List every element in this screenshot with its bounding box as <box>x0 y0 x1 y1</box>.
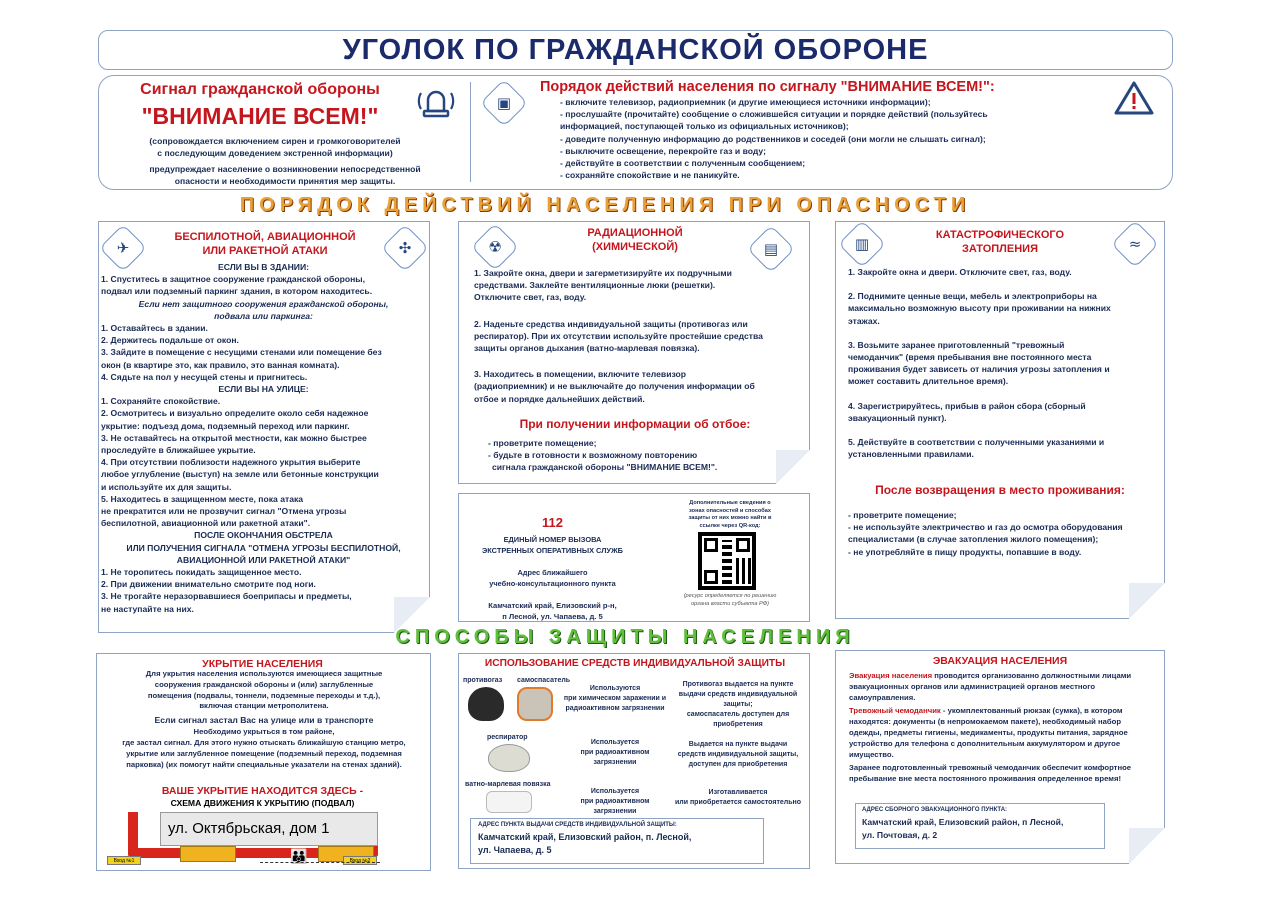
ppe-address-line-2: ул. Чапаева, д. 5 <box>478 845 552 855</box>
emergency-addr-1: Камчатский край, Елизовский р-н, <box>488 601 617 610</box>
attack-line: проследуйте в ближайшее укрытие. <box>101 445 256 456</box>
ppe-line: средств индивидуальной защиты, <box>677 751 799 758</box>
attack-line: 2. Держитесь подальше от окон. <box>101 335 239 346</box>
flood-line: проживания будет зависеть от наличия угрозы затопления и <box>848 364 1110 375</box>
shelter-street-heading: Если сигнал застал Вас на улице или в транспорте <box>154 715 374 726</box>
evacuation-line: устройство для телефона с дополнительным аккумулятором и другое <box>849 739 1121 748</box>
evacuation-address-label: АДРЕС СБОРНОГО ЭВАКУАЦИОННОГО ПУНКТА: <box>862 807 1008 813</box>
emergency-center-1: Адрес ближайшего <box>517 568 588 577</box>
shelter-line: сооружения гражданской обороны и (или) заглубленные <box>154 679 374 689</box>
evacuation-note: пребывание вне места постоянного проживания определенное время! <box>849 774 1122 783</box>
attack-line: укрытие: подъезд дома, подземный переход или паркинг. <box>101 420 350 431</box>
chemical-heading-1: РАДИАЦИОННОЙ <box>587 227 683 239</box>
flood-line: может составить длительное время). <box>848 376 1009 387</box>
chemical-line: (радиоприемник) и не выключайте до получения информации об <box>474 381 755 392</box>
page-title: УГОЛОК ПО ГРАЖДАНСКОЙ ОБОРОНЕ <box>98 30 1173 70</box>
ppe-line: при радиоактивном <box>580 749 650 756</box>
ppe-issue-2 <box>674 740 802 770</box>
attack-line: любое углубление (выступ) на земле или бетонные конструкции <box>101 469 379 480</box>
qr-caption-line: (ресурс определяется по решению <box>683 593 777 599</box>
attack-after: ПОСЛЕ ОКОНЧАНИЯ ОБСТРЕЛА <box>194 530 333 541</box>
attack-no-shelter-1: Если нет защитного сооружения гражданской обороны, <box>138 298 389 309</box>
attack-line: 2. Осмотритесь и визуально определите около себя надежное <box>101 408 369 419</box>
entry-2-label: Вход №2 <box>343 856 377 865</box>
ppe-use-1 <box>555 684 675 714</box>
flood-return-list <box>848 509 1158 558</box>
procedure-heading: Порядок действий населения по сигналу "ВНИМАНИЕ ВСЕМ!": <box>540 79 995 95</box>
ppe-line: Используется <box>590 739 640 746</box>
ppe-line: или приобретается самостоятельно <box>674 799 802 806</box>
attack-on-street: ЕСЛИ ВЫ НА УЛИЦЕ: <box>218 384 309 395</box>
evacuation-term: Тревожный чемоданчик <box>849 706 941 715</box>
shelter-line: помещения (подвалы, тоннели, подземные переходы и т.д.), <box>147 690 381 700</box>
attack-line: окон (в квартире это, как правило, это ванная комната). <box>101 359 340 370</box>
signal-heading: Сигнал гражданской обороны <box>140 81 380 98</box>
emergency-addr-2: п Лесной, ул. Чапаева, д. 5 <box>502 612 603 621</box>
flood-return-heading: После возвращения в место проживания: <box>875 483 1125 497</box>
flood-line: эвакуационный пункт). <box>848 412 947 423</box>
ppe-use-3 <box>555 787 675 817</box>
flood-line: 4. Зарегистрируйтесь, прибыв в район сбора (сборный <box>848 400 1086 411</box>
chemical-evac-item: - будьте в готовности к возможному повторению <box>488 450 698 461</box>
qr-caption-line: защиты от них можно найти в <box>688 515 772 521</box>
flood-return-item: - не используйте электричество и газ до осмотра оборудования <box>848 522 1123 533</box>
flood-line: этажах. <box>848 315 880 326</box>
page-fold <box>1129 828 1165 864</box>
page-fold <box>1129 583 1165 619</box>
respirator-image <box>488 744 530 772</box>
shelter-line: где застал сигнал. Для этого нужно отыскать ближайшую станцию метро, <box>122 737 406 747</box>
attack-line: и используйте их для защиты. <box>101 481 232 492</box>
qr-caption-line: Дополнительные сведения о <box>689 500 771 506</box>
signal-name: "ВНИМАНИЕ ВСЕМ!" <box>141 103 379 129</box>
evacuation-heading: ЭВАКУАЦИЯ НАСЕЛЕНИЯ <box>932 655 1068 667</box>
procedure-item: - включите телевизор, радиоприемник (и другие имеющиеся источники информации); <box>560 97 931 107</box>
flood-line: 5. Действуйте в соответствии с полученными указаниями и <box>848 437 1105 448</box>
qr-caption-bottom <box>660 593 800 608</box>
attack-after-item: не наступайте на них. <box>101 603 194 614</box>
attack-line: не прекратится или не прозвучит сигнал "Отмена угрозы <box>101 506 347 517</box>
attack-after-item: 3. Не трогайте неразорвавшиеся боеприпасы и предметы, <box>101 591 352 602</box>
shelter-line: Необходимо укрыться в том районе, <box>193 727 335 737</box>
entry-block <box>180 846 236 862</box>
shelter-heading: УКРЫТИЕ НАСЕЛЕНИЯ <box>202 658 323 670</box>
shelter-line: парковка) (их помогут найти специальные указатели на стенах зданий). <box>126 759 402 769</box>
chemical-line: 3. Находитесь в помещении, включите телевизор <box>474 369 687 380</box>
info-screen-icon: ▣ <box>480 79 528 127</box>
evacuation-line: самоуправления. <box>849 693 916 702</box>
ppe-line: загрязнении <box>593 759 637 766</box>
qr-caption-line: ссылке через QR-код: <box>699 522 761 529</box>
flood-line: максимально возможную высоту при проживании на нижних <box>848 303 1111 314</box>
attack-after-item: 1. Не торопитесь покидать защищенное место. <box>101 567 302 578</box>
attack-line: подвал или подземный паркинг здания, в котором находитесь. <box>101 286 373 297</box>
ppe-gasmask-label: противогаз <box>463 677 503 684</box>
ppe-line: Используются <box>589 685 641 692</box>
flood-line: 1. Закройте окна и двери. Отключите свет, газ, воду. <box>848 267 1072 277</box>
attack-line: 1. Оставайтесь в здании. <box>101 323 208 334</box>
ppe-heading: ИСПОЛЬЗОВАНИЕ СРЕДСТВ ИНДИВИДУАЛЬНОЙ ЗАЩИТЫ <box>484 658 786 669</box>
ppe-line: при химическом заражении и <box>563 695 667 702</box>
chemical-line: респиратор). При их отсутствии используйте простейшие средства <box>474 330 763 341</box>
attack-line: 1. Сохраняйте спокойствие. <box>101 396 221 407</box>
shelter-line: включая станции метрополитена. <box>199 701 329 711</box>
ppe-line: выдачи средств индивидуальной <box>678 691 798 698</box>
flood-return-item: специалистами (в случае затопления жилого помещения); <box>848 534 1099 545</box>
evacuation-line: - укомплектованный рюкзак (сумка), в котором <box>940 706 1123 715</box>
ppe-rescuer-label: самоспасатель <box>517 677 571 684</box>
chemical-line: 1. Закройте окна, двери и загерметизируйте их подручными <box>474 268 732 278</box>
chemical-heading-2: (ХИМИЧЕСКОЙ) <box>592 241 678 253</box>
chemical-evac-item: сигнала гражданской обороны "ВНИМАНИЕ ВСЕМ!". <box>492 462 718 473</box>
chemical-line: средствами. Заклейте вентиляционные люки (решетки). <box>474 280 716 291</box>
evacuation-line: имущество. <box>849 750 894 759</box>
ppe-use-2 <box>555 738 675 768</box>
warning-triangle-icon <box>1113 80 1155 116</box>
emergency-line-2: ЭКСТРЕННЫХ ОПЕРАТИВНЫХ СЛУЖБ <box>482 546 623 555</box>
shelter-line: укрытие или заглубленное помещение (подземный переход, подземная <box>126 748 402 758</box>
signal-warning-2: опасности и необходимости принятия мер защиты. <box>174 176 396 186</box>
qr-caption-line: органа власти субъекта РФ) <box>690 600 770 607</box>
flood-return-item: - не употребляйте в пищу продукты, попавшие в воду. <box>848 546 1082 557</box>
flood-line: 2. Поднимите ценные вещи, мебель и электроприборы на <box>848 291 1097 302</box>
flood-return-item: - проветрите помещение; <box>848 510 957 520</box>
procedure-item: - действуйте в соответствии с полученным сообщением; <box>560 158 806 169</box>
section-protection-heading: СПОСОБЫ ЗАЩИТЫ НАСЕЛЕНИЯ <box>395 626 855 648</box>
procedure-item: - доведите полученную информацию до родственников и соседей (они могли не слышать сигнал); <box>560 133 986 144</box>
attack-line: беспилотной, авиационной или ракетной атаки". <box>101 518 311 529</box>
ppe-line: приобретения <box>713 721 763 728</box>
evacuation-note: Заранее подготовленный тревожный чемоданчик обеспечит комфортное <box>849 763 1132 772</box>
chemical-evac-item: - проветрите помещение; <box>488 438 597 448</box>
emergency-center-2: учебно-консультационного пункта <box>489 579 616 588</box>
evacuation-body <box>849 670 1161 784</box>
attack-line: 4. Сядьте на пол у несущей стены и пригнитесь. <box>101 371 308 382</box>
attack-after: ИЛИ ПОЛУЧЕНИЯ СИГНАЛА "ОТМЕНА УГРОЗЫ БЕСПИЛОТНОЙ, <box>126 542 401 553</box>
shelter-line: Для укрытия населения используются имеющиеся защитные <box>145 669 383 678</box>
procedure-item: - прослушайте (прочитайте) сообщение о сложившейся ситуации и порядке действий (пользуйтесь <box>560 109 988 120</box>
panel-divider <box>470 82 471 182</box>
procedure-item: информацией, поступающей только из официальных источников); <box>560 121 849 132</box>
attack-heading-2: ИЛИ РАКЕТНОЙ АТАКИ <box>202 245 328 257</box>
entry-1-label: Вход №1 <box>107 856 141 865</box>
evacuation-address-line-2: ул. Почтовая, д. 2 <box>862 830 938 840</box>
attack-body <box>101 261 426 615</box>
emergency-number: 112 <box>542 515 563 530</box>
procedure-item: - выключите освещение, перекройте газ и воду; <box>560 145 766 156</box>
flood-line: чемоданчик" (время пребывания вне постоянного места <box>848 352 1092 363</box>
shelter-body <box>105 669 423 770</box>
ppe-line: доступен для приобретения <box>688 761 788 768</box>
ppe-address-label: АДРЕС ПУНКТА ВЫДАЧИ СРЕДСТВ ИНДИВИДУАЛЬНОЙ ЗАЩИТЫ: <box>478 822 677 828</box>
qr-code[interactable] <box>698 532 756 590</box>
chemical-line: Отключите свет, газ, воду. <box>474 292 587 303</box>
rescuer-image <box>517 687 553 721</box>
procedure-item: - сохраняйте спокойствие и не паникуйте. <box>560 170 740 181</box>
evacuation-line: проводится организованно должностными лицами <box>932 671 1132 680</box>
attack-after: АВИАЦИОННОЙ ИЛИ РАКЕТНОЙ АТАКИ" <box>176 554 351 565</box>
emergency-line-1: ЕДИНЫЙ НОМЕР ВЫЗОВА <box>503 535 602 544</box>
dam-icon: ▥ <box>838 220 886 268</box>
ppe-line: Используется <box>590 788 640 795</box>
qr-caption-top <box>660 500 800 530</box>
attack-line: 1. Спуститесь в защитное сооружение гражданской обороны, <box>101 274 366 285</box>
ppe-line: Противогаз выдается на пункте <box>682 681 794 688</box>
ppe-line: защиты; <box>723 701 753 708</box>
ppe-bandage-label: ватно-марлевая повязка <box>465 781 551 788</box>
swimmer-icon: ≈ <box>1111 220 1159 268</box>
signal-warning-1: предупреждает население о возникновении непосредственной <box>149 164 421 174</box>
dosimeter-icon: ▤ <box>747 225 795 273</box>
chemical-line: отбое и порядке дальнейших действий. <box>474 393 645 404</box>
evacuation-line: одежды, предметы гигиены, медикаменты, продукты питания, зарядное <box>849 728 1128 737</box>
airplane-icon: ✈ <box>99 224 147 272</box>
section-danger-heading: ПОРЯДОК ДЕЙСТВИЙ НАСЕЛЕНИЯ ПРИ ОПАСНОСТИ <box>239 194 971 216</box>
ppe-issue-3 <box>668 788 808 808</box>
ppe-respirator-label: респиратор <box>487 734 528 741</box>
bandage-image <box>486 791 532 813</box>
shelter-here-heading: ВАШЕ УКРЫТИЕ НАХОДИТСЯ ЗДЕСЬ - <box>161 785 364 797</box>
procedure-list <box>560 96 1100 181</box>
chemical-line: защиты органов дыхания (ватно-марлевая повязка). <box>474 343 700 354</box>
drone-icon: ✣ <box>381 224 429 272</box>
siren-icon <box>415 83 457 119</box>
ppe-line: Выдается на пункте выдачи <box>688 741 788 748</box>
shelter-address: ул. Октябрьская, дом 1 <box>168 820 330 837</box>
chemical-evac-heading: При получении информации об отбое: <box>519 417 751 431</box>
ppe-line: загрязнении <box>593 808 637 815</box>
evacuation-line: эвакуационных органов или администрацией органов местного <box>849 682 1096 691</box>
people-icon: 👪 <box>290 849 308 865</box>
ppe-line: самоспасатель доступен для <box>686 711 790 718</box>
signal-note-1: (сопровождается включением сирен и громкоговорителей <box>149 136 401 146</box>
chemical-body <box>474 267 804 405</box>
ppe-line: Изготавливается <box>708 789 768 796</box>
qr-caption-line: зонах опасностей и способах <box>689 507 771 514</box>
ppe-line: при радиоактивном <box>580 798 650 805</box>
flood-line: установленными правилами. <box>848 449 974 460</box>
gas-mask-icon: ☢ <box>471 223 519 271</box>
evacuation-term: Эвакуация населения <box>849 671 933 680</box>
attack-line: 3. Зайдите в помещение с несущими стенами или помещение без <box>101 347 382 358</box>
attack-line: 4. При отсутствии поблизости надежного укрытия выберите <box>101 457 361 468</box>
ppe-address-line-1: Камчатский край, Елизовский район, п. Лесной, <box>478 832 692 842</box>
shelter-scheme-heading: СХЕМА ДВИЖЕНИЯ К УКРЫТИЮ (ПОДВАЛ) <box>170 798 355 808</box>
gas-mask-image <box>468 687 504 721</box>
attack-after-item: 2. При движении внимательно смотрите под ноги. <box>101 579 316 590</box>
chemical-evac-list <box>488 437 788 474</box>
attack-no-shelter-2: подвала или паркинга: <box>214 310 313 321</box>
evacuation-address-line-1: Камчатский край, Елизовский район, п Лесной, <box>862 817 1064 827</box>
route-line <box>260 862 380 863</box>
attack-line: 3. Не оставайтесь на открытой местности, как можно быстрее <box>101 432 367 443</box>
flood-heading-2: ЗАТОПЛЕНИЯ <box>961 243 1038 255</box>
attack-line: 5. Находитесь в защищенном месте, пока атака <box>101 493 304 504</box>
ppe-line: радиоактивном загрязнении <box>565 705 665 712</box>
flood-body <box>848 266 1158 460</box>
attack-heading-1: БЕСПИЛОТНОЙ, АВИАЦИОННОЙ <box>174 231 356 243</box>
flood-line: 3. Возьмите заранее приготовленный "тревожный <box>848 339 1065 350</box>
signal-note-2: с последующим доведением экстренной информации) <box>157 148 393 158</box>
attack-in-building: ЕСЛИ ВЫ В ЗДАНИИ: <box>217 262 310 272</box>
evacuation-line: находятся: документы (в непромокаемом пакете), необходимый набор <box>849 717 1122 726</box>
ppe-issue-1 <box>674 680 802 730</box>
chemical-line: 2. Наденьте средства индивидуальной защиты (противогаз или <box>474 318 748 329</box>
flood-heading-1: КАТАСТРОФИЧЕСКОГО <box>935 229 1065 241</box>
